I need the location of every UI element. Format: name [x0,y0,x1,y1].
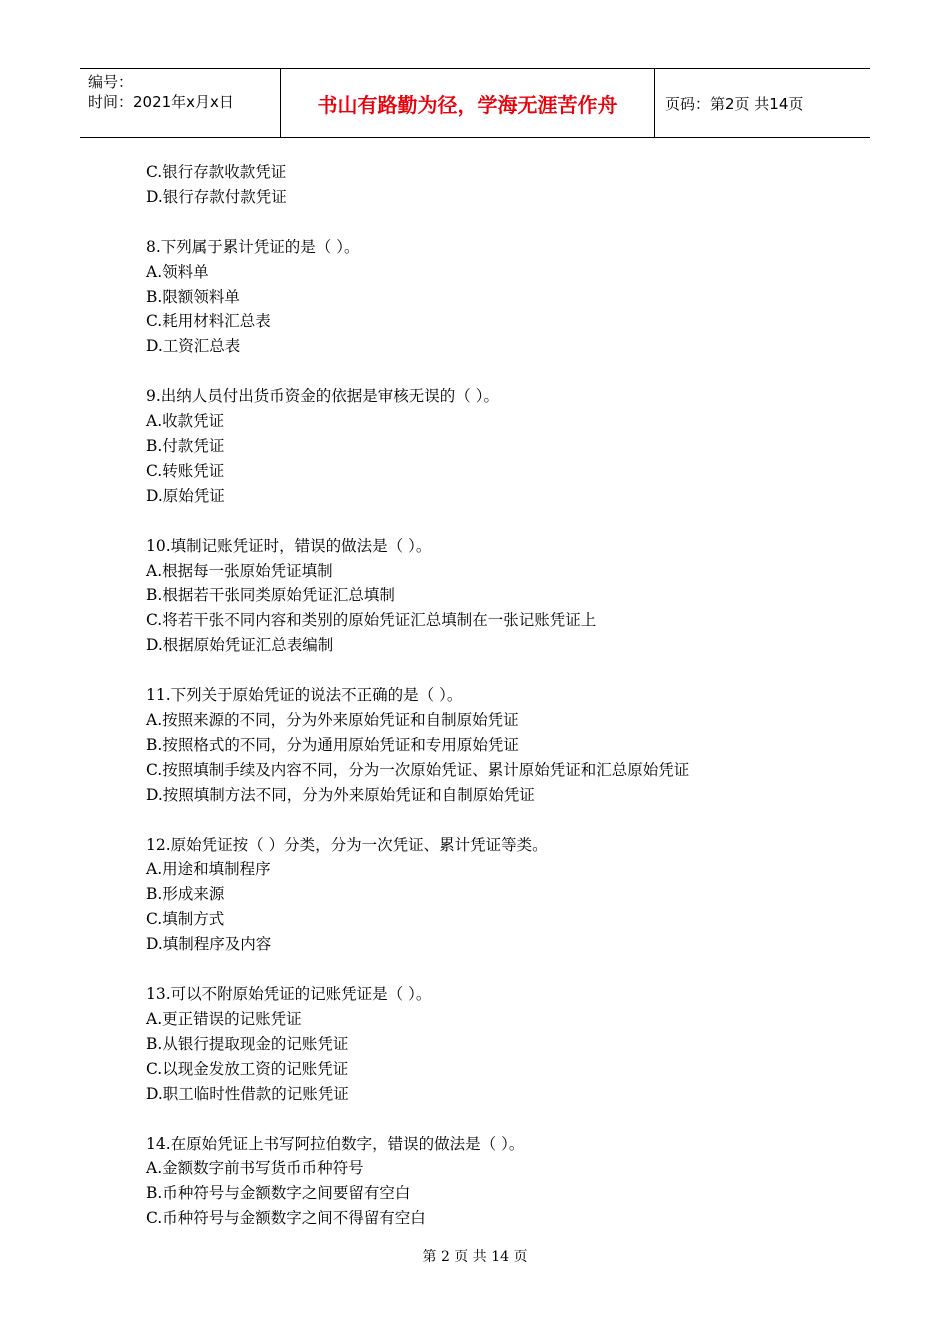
option-text: C.填制方式 [146,910,225,929]
option-text: D.填制程序及内容 [146,935,272,954]
page-footer: 第 2 页 共 14 页 [422,1249,528,1265]
question-11 [146,683,866,807]
question-7-continued [146,160,866,210]
question-13 [146,982,866,1106]
option-text: A.用途和填制程序 [146,860,271,879]
option-text: C.转账凭证 [146,461,225,480]
option-text: A.更正错误的记账凭证 [146,1009,302,1028]
header-meta-cell [80,69,281,137]
page-header [80,68,870,138]
option-text: A.按照来源的不同，分为外来原始凭证和自制原始凭证 [146,711,519,730]
option-text: C.以现金发放工资的记账凭证 [146,1059,349,1078]
doc-number-label: 编号： [88,73,134,91]
question-10 [146,534,866,658]
option-text: D.职工临时性借款的记账凭证 [146,1084,349,1103]
header-page-info: 页码：第2页 共14页 [665,94,804,113]
option-text: B.按照格式的不同，分为通用原始凭证和专用原始凭证 [146,735,519,754]
header-motto: 书山有路勤为径，学海无涯苦作舟 [281,69,655,137]
option-text: D.按照填制方法不同，分为外来原始凭证和自制原始凭证 [146,785,535,804]
option-text: C.耗用材料汇总表 [146,312,271,331]
question-stem: 12.原始凭证按（ ）分类，分为一次凭证、累计凭证等类。 [146,835,548,854]
option-text: A.领料单 [146,262,209,281]
option-text: D.工资汇总表 [146,337,241,356]
option-text: A.收款凭证 [146,412,225,431]
option-text: D.银行存款付款凭证 [146,187,287,206]
option-text: B.付款凭证 [146,437,225,456]
question-8 [146,235,866,359]
question-list [146,160,866,1256]
question-stem: 13.可以不附原始凭证的记账凭证是（ ）。 [146,985,432,1004]
option-text: D.原始凭证 [146,486,225,505]
option-text: A.金额数字前书写货币币种符号 [146,1159,364,1178]
question-stem: 14.在原始凭证上书写阿拉伯数字，错误的做法是（ ）。 [146,1134,525,1153]
option-text: C.银行存款收款凭证 [146,163,287,181]
question-stem: 8.下列属于累计凭证的是（ ）。 [146,237,360,256]
option-text: C.币种符号与金额数字之间不得留有空白 [146,1209,426,1228]
question-stem: 9.出纳人员付出货币资金的依据是审核无误的（ ）。 [146,387,499,406]
option-text: B.限额领料单 [146,287,240,306]
doc-time-label: 时间：2021年x月x日 [88,93,234,111]
option-text: C.按照填制手续及内容不同，分为一次原始凭证、累计原始凭证和汇总原始凭证 [146,760,690,779]
option-text: C.将若干张不同内容和类别的原始凭证汇总填制在一张记账凭证上 [146,611,597,630]
option-text: B.根据若干张同类原始凭证汇总填制 [146,586,395,605]
option-text: D.根据原始凭证汇总表编制 [146,636,334,655]
option-text: B.币种符号与金额数字之间要留有空白 [146,1184,411,1203]
option-text: A.根据每一张原始凭证填制 [146,561,333,580]
question-9 [146,384,866,508]
option-text: B.从银行提取现金的记账凭证 [146,1034,349,1053]
question-stem: 10.填制记账凭证时，错误的做法是（ ）。 [146,536,432,555]
question-stem: 11.下列关于原始凭证的说法不正确的是（ ）。 [146,686,463,705]
option-text: B.形成来源 [146,885,225,904]
question-12 [146,833,866,957]
question-14 [146,1132,866,1232]
